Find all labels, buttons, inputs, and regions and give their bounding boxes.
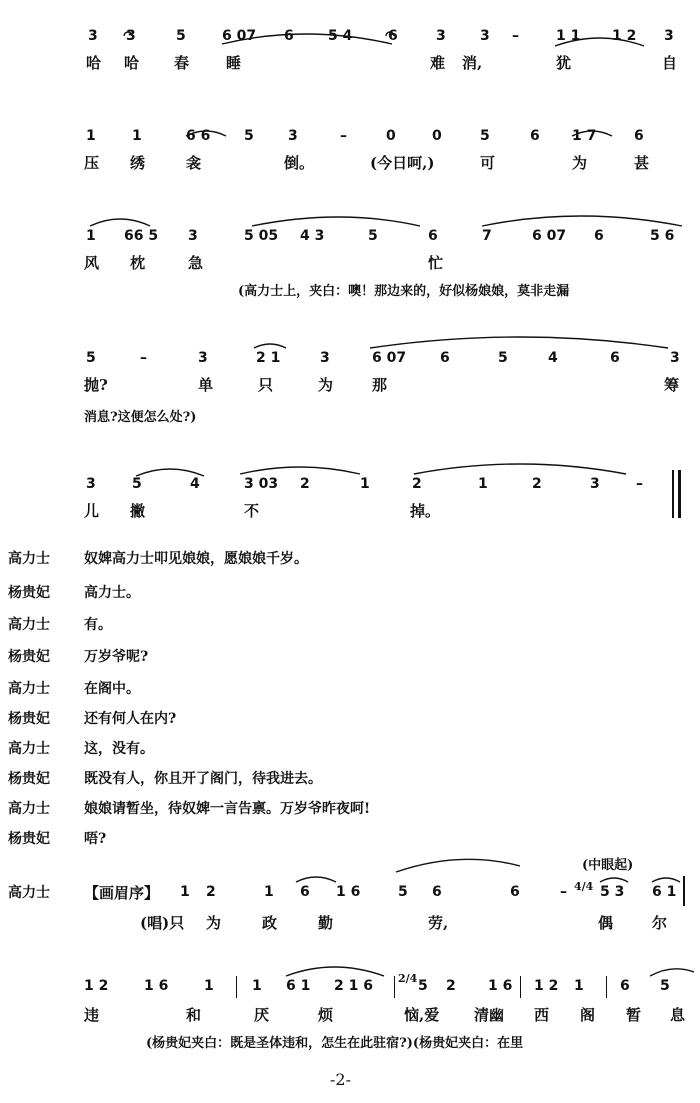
note: 2 xyxy=(206,884,216,900)
note: 4 3 xyxy=(300,228,325,244)
note: 3 xyxy=(664,28,674,44)
barline xyxy=(606,976,607,998)
speaker: 杨贵妃 xyxy=(8,711,50,727)
note: 1 xyxy=(86,228,96,244)
lyric: 急 xyxy=(188,254,204,272)
page-number: -2- xyxy=(330,1070,351,1089)
note: 3 xyxy=(288,128,298,144)
note: 6 xyxy=(388,28,398,44)
note: 5 xyxy=(498,350,508,366)
speaker: 杨贵妃 xyxy=(8,831,50,847)
lyric: 恼,爱 xyxy=(404,1006,440,1024)
speaker: 高力士 xyxy=(8,741,50,757)
lyric: 劳, xyxy=(428,914,449,932)
speaker: 高力士 xyxy=(8,617,50,633)
note: 6 1 xyxy=(652,884,677,900)
note: 1 xyxy=(360,476,370,492)
lyric: 烦 xyxy=(318,1006,334,1024)
note: 6 xyxy=(440,350,450,366)
dialogue-line xyxy=(8,768,322,788)
note: 5 05 xyxy=(244,228,279,244)
lyric: 春 xyxy=(174,54,190,72)
lyric: 自 xyxy=(662,54,678,72)
note: 2 xyxy=(532,476,542,492)
dialogue-line xyxy=(8,738,154,758)
lyric: 单 xyxy=(198,376,214,394)
lyric: 西 xyxy=(534,1006,550,1024)
lyric: 暂 xyxy=(626,1006,642,1024)
dialogue-line xyxy=(8,548,308,568)
note: 5 xyxy=(398,884,408,900)
note: 5 xyxy=(244,128,254,144)
speaker: 杨贵妃 xyxy=(8,771,50,787)
note: 5 6 xyxy=(650,228,675,244)
note: 1 2 xyxy=(84,978,109,994)
dialogue-text: 还有何人在内? xyxy=(84,711,177,727)
note: 2 1 6 xyxy=(334,978,373,994)
lyric: 儿 xyxy=(84,502,100,520)
aside-note: (杨贵妃夹白：既是圣体违和，怎生在此驻宿?)(杨贵妃夹白：在里 xyxy=(146,1036,524,1051)
note: 6 1 xyxy=(286,978,311,994)
lyric: 违 xyxy=(84,1006,100,1024)
note: 1 xyxy=(574,978,584,994)
aside-note: 消息?这便怎么处?) xyxy=(84,410,197,425)
dialogue-line xyxy=(8,614,112,634)
note: 6 6 xyxy=(186,128,211,144)
dialogue-line xyxy=(8,582,140,602)
dialogue-line xyxy=(8,678,140,698)
note: – xyxy=(340,128,347,144)
lyric: 和 xyxy=(186,1006,202,1024)
lyric: 抛? xyxy=(84,376,108,394)
note: 6 xyxy=(300,884,310,900)
note: 1 6 xyxy=(336,884,361,900)
barline xyxy=(520,976,521,998)
note: 66 5 xyxy=(124,228,159,244)
note: 3 xyxy=(480,28,490,44)
note: 5 xyxy=(368,228,378,244)
note: 4 xyxy=(548,350,558,366)
note: 3 xyxy=(320,350,330,366)
lyric: 可 xyxy=(480,154,496,172)
score-line-1 xyxy=(0,28,700,88)
note: – xyxy=(560,884,567,900)
note: 1 xyxy=(478,476,488,492)
dialogue-line xyxy=(8,708,176,728)
lyric: 偶 xyxy=(598,914,614,932)
note: 1 xyxy=(264,884,274,900)
score-line-2 xyxy=(0,128,700,188)
lyric: 只 xyxy=(258,376,274,394)
note: 3 xyxy=(88,28,98,44)
aria-speaker xyxy=(8,882,84,902)
lyric: 息 xyxy=(670,1006,686,1024)
note: – xyxy=(140,350,147,366)
aria-line-2 xyxy=(0,964,700,1064)
speaker: 高力士 xyxy=(8,885,50,901)
lyric: 勤 xyxy=(318,914,334,932)
note: – xyxy=(512,28,519,44)
dialogue-text: 高力士。 xyxy=(84,585,140,601)
note: 2 xyxy=(446,978,456,994)
lyric: (唱)只 xyxy=(140,914,185,932)
note: 6 07 xyxy=(222,28,257,44)
note: 3 xyxy=(670,350,680,366)
note: 5 4 xyxy=(328,28,353,44)
dialogue-line xyxy=(8,798,370,818)
lyric: 哈 xyxy=(86,54,102,72)
dialogue-text: 这，没有。 xyxy=(84,741,154,757)
score-line-3 xyxy=(0,228,700,308)
lyric: 为 xyxy=(206,914,222,932)
lyric: 政 xyxy=(262,914,278,932)
tune-name: 【画眉序】 xyxy=(84,884,160,902)
note: 5 xyxy=(176,28,186,44)
dialogue-text: 既没有人，你且开了阁门，待我进去。 xyxy=(84,771,322,787)
lyric: 撇 xyxy=(130,502,146,520)
dialogue-text: 娘娘请暂坐，待奴婢一言告禀。万岁爷昨夜呵! xyxy=(84,801,371,817)
lyric: 哈 xyxy=(124,54,140,72)
lyric: 掉。 xyxy=(410,502,441,520)
lyric: 甚 xyxy=(634,154,650,172)
note: 6 xyxy=(284,28,294,44)
note: 6 xyxy=(530,128,540,144)
note: 0 xyxy=(432,128,442,144)
dialogue-text: 唔? xyxy=(84,831,107,847)
note: 6 07 xyxy=(532,228,567,244)
note: 2 1 xyxy=(256,350,281,366)
dialogue-text: 奴婢高力士叩见娘娘，愿娘娘千岁。 xyxy=(84,551,308,567)
note: 6 xyxy=(634,128,644,144)
note: 3 xyxy=(198,350,208,366)
note: 5 xyxy=(132,476,142,492)
note: 6 xyxy=(432,884,442,900)
aside-note: (高力士上，夹白：噢！那边来的，好似杨娘娘，莫非走漏 xyxy=(238,284,570,299)
note: 5 3 xyxy=(600,884,625,900)
lyric: 不 xyxy=(244,502,260,520)
speaker: 高力士 xyxy=(8,801,50,817)
note: – xyxy=(636,476,643,492)
time-signature: 4/4 xyxy=(574,880,594,893)
note: 3 xyxy=(86,476,96,492)
final-barline xyxy=(678,470,681,518)
note: 1 xyxy=(204,978,214,994)
note: 3 xyxy=(126,28,136,44)
lyric: (今日呵,) xyxy=(370,154,435,172)
score-line-4 xyxy=(0,350,700,430)
note: 1 xyxy=(252,978,262,994)
lyric: 犹 xyxy=(556,54,572,72)
note: 1 xyxy=(180,884,190,900)
note: 5 xyxy=(480,128,490,144)
dialogue-text: 万岁爷呢? xyxy=(84,649,149,665)
note: 1 2 xyxy=(612,28,637,44)
note: 1 xyxy=(132,128,142,144)
note: 3 03 xyxy=(244,476,279,492)
lyric: 风 xyxy=(84,254,100,272)
lyric: 厌 xyxy=(254,1006,270,1024)
aria-line-1 xyxy=(0,858,700,948)
time-signature: 2/4 xyxy=(398,972,418,985)
note: 2 xyxy=(300,476,310,492)
barline xyxy=(236,976,237,998)
dialogue-line xyxy=(8,828,106,848)
note: 6 xyxy=(594,228,604,244)
lyric: 枕 xyxy=(130,254,146,272)
lyric: 难 xyxy=(430,54,446,72)
lyric: 压 xyxy=(84,154,100,172)
lyric: 绣 xyxy=(130,154,146,172)
note: 3 xyxy=(436,28,446,44)
note: 2 xyxy=(412,476,422,492)
lyric: 衾 xyxy=(186,154,202,172)
speaker: 高力士 xyxy=(8,681,50,697)
note: 1 6 xyxy=(144,978,169,994)
lyric: 阁 xyxy=(580,1006,596,1024)
note: 6 xyxy=(610,350,620,366)
speaker: 高力士 xyxy=(8,551,50,567)
note: 1 6 xyxy=(488,978,513,994)
note: 1 xyxy=(86,128,96,144)
note: 6 07 xyxy=(372,350,407,366)
note: 4 xyxy=(190,476,200,492)
note: 1 1 xyxy=(556,28,581,44)
lyric: 睡 xyxy=(226,54,242,72)
tempo-note: (中眼起) xyxy=(582,858,634,873)
lyric: 为 xyxy=(572,154,588,172)
note: 5 xyxy=(660,978,670,994)
speaker: 杨贵妃 xyxy=(8,585,50,601)
dialogue-line xyxy=(8,646,148,666)
note: 7 xyxy=(482,228,492,244)
note: 5 xyxy=(86,350,96,366)
note: 6 xyxy=(428,228,438,244)
dialogue-text: 在阁中。 xyxy=(84,681,140,697)
note: 0 xyxy=(386,128,396,144)
note: 3 xyxy=(188,228,198,244)
note: 6 xyxy=(510,884,520,900)
note: 3 xyxy=(590,476,600,492)
lyric: 尔 xyxy=(652,914,668,932)
lyric: 倒。 xyxy=(284,154,315,172)
barline xyxy=(394,976,395,998)
note: 1 2 xyxy=(534,978,559,994)
lyric: 忙 xyxy=(428,254,444,272)
barline xyxy=(683,876,685,906)
dialogue-text: 有。 xyxy=(84,617,112,633)
lyric: 清幽 xyxy=(474,1006,505,1024)
note: 5 xyxy=(418,978,428,994)
note: 1 7 xyxy=(572,128,597,144)
lyric: 为 xyxy=(318,376,334,394)
speaker: 杨贵妃 xyxy=(8,649,50,665)
lyric: 消, xyxy=(462,54,483,72)
final-barline xyxy=(672,470,674,518)
lyric: 筹 xyxy=(664,376,680,394)
lyric: 那 xyxy=(372,376,388,394)
note: 6 xyxy=(620,978,630,994)
score-line-5 xyxy=(0,476,700,536)
